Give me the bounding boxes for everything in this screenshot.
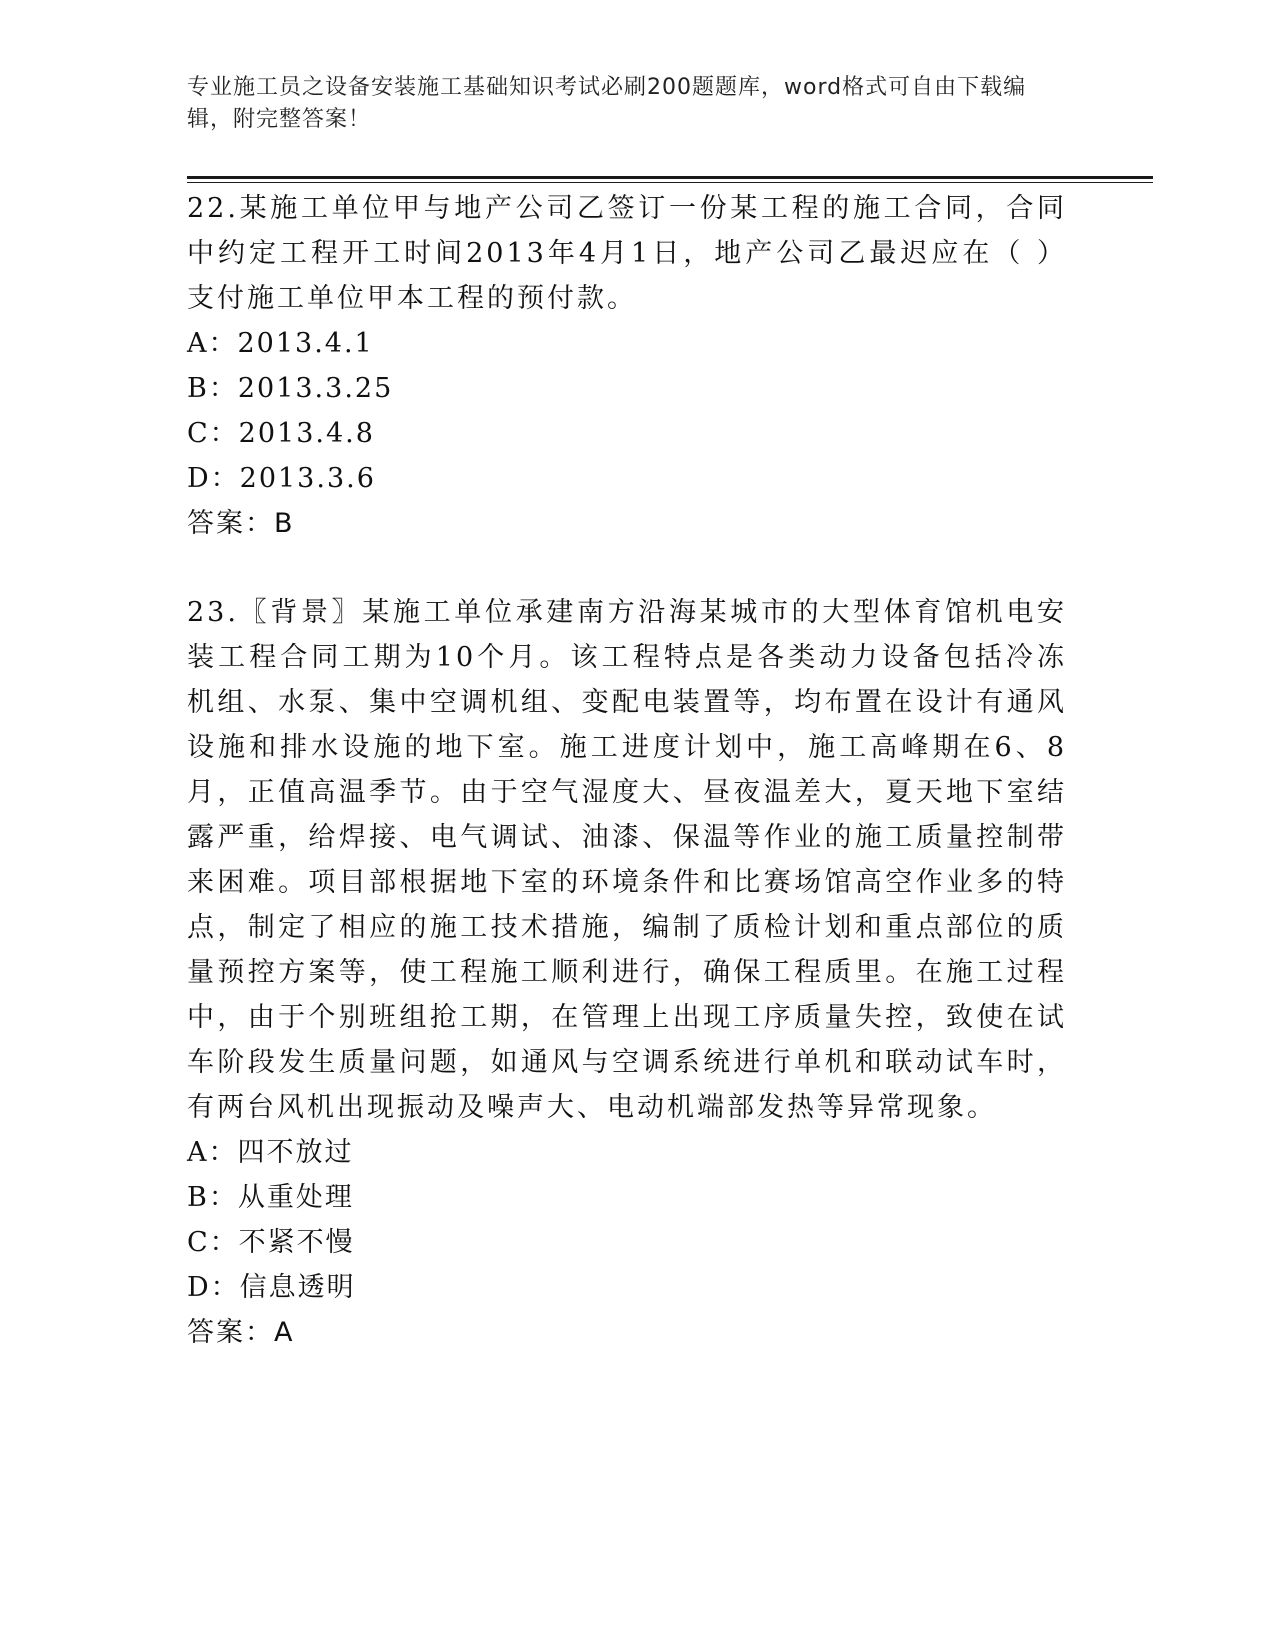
option-d: D：2013.3.6	[187, 463, 376, 494]
option-a: A：四不放过	[187, 1137, 354, 1168]
header-divider-thin	[187, 182, 1153, 183]
answer-line: 答案：A	[187, 1317, 295, 1348]
option-a: A：2013.4.1	[187, 328, 374, 359]
question-text: 22.某施工单位甲与地产公司乙签订一份某工程的施工合同，合同中约定工程开工时间2013年4月1日，地产公司乙最迟应在（ ）支付施工单位甲本工程的预付款。	[187, 193, 1067, 314]
question-23	[187, 590, 1067, 1355]
option-c: C：不紧不慢	[187, 1227, 355, 1258]
question-text: 23.〖背景〗某施工单位承建南方沿海某城市的大型体育馆机电安装工程合同工期为10个月。该工程特点是各类动力设备包括冷冻机组、水泵、集中空调机组、变配电装置等，均布置在设计有通风设施和排水设施的地下室。施工进度计划中，施工高峰期在6、8月，正值高温季节。由于空气湿度大、昼夜温差大，夏天地下室结露严重，给焊接、电气调试、油漆、保温等作业的施工质量控制带来困难。项目部根据地下室的环境条件和比赛场馆高空作业多的特点，制定了相应的施工技术措施，编制了质检计划和重点部位的质量预控方案等，使工程施工顺利进行，确保工程质里。在施工过程中，由于个别班组抢工期，在管理上出现工序质量失控，致使在试车阶段发生质量问题，如通风与空调系统进行单机和联动试车时，有两台风机出现振动及噪声大、电动机端部发热等异常现象。	[187, 597, 1067, 1123]
question-spacer	[187, 546, 1067, 590]
header-divider-thick	[187, 176, 1153, 179]
option-c: C：2013.4.8	[187, 418, 375, 449]
option-b: B：从重处理	[187, 1182, 354, 1213]
option-b: B：2013.3.25	[187, 373, 394, 404]
answer-line: 答案：B	[187, 508, 295, 539]
document-header: 专业施工员之设备安装施工基础知识考试必刷200题题库，word格式可自由下载编辑，附完整答案！	[187, 75, 1027, 132]
question-list	[187, 186, 1067, 1355]
question-22	[187, 186, 1067, 546]
option-d: D：信息透明	[187, 1272, 356, 1303]
